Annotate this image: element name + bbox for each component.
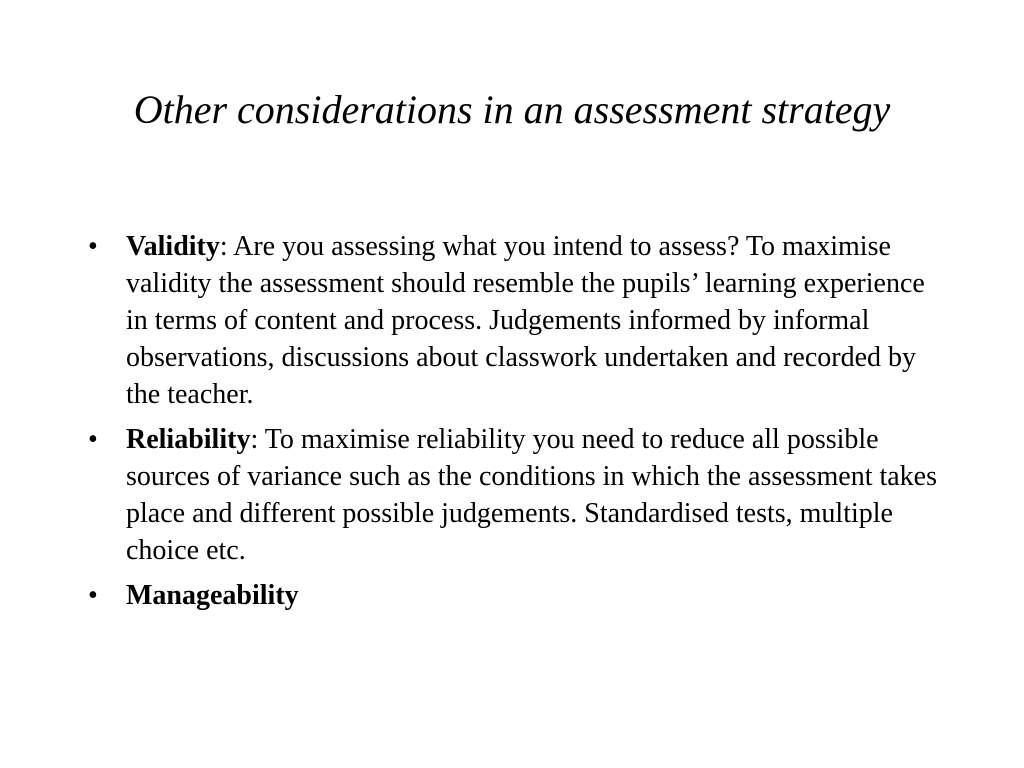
bullet-list — [88, 228, 948, 622]
slide-title: Other considerations in an assessment strategy — [133, 87, 891, 132]
bullet-term-validity: Validity — [126, 231, 220, 262]
bullet-point-icon: • — [88, 580, 98, 611]
bullet-point-icon: • — [88, 424, 98, 455]
bullet-term-manageability: Manageability — [126, 580, 299, 611]
bullet-text-reliability: : To maximise reliability you need to reduce all possible sources of variance such as the conditions in which the assessment takes place and different possible judgements. Standardised tests, multiple choice etc. — [126, 424, 938, 566]
bullet-reliability — [88, 421, 948, 569]
bullet-text-validity: : Are you assessing what you intend to assess? To maximise validity the assessment should resemble the pupils’ learning experience in terms of content and process. Judgements informed by informal observations, discussions about classwork undertaken and recorded by the teacher. — [126, 231, 925, 410]
bullet-point-icon: • — [88, 231, 98, 262]
bullet-manageability — [88, 577, 948, 614]
bullet-validity — [88, 228, 948, 413]
bullet-term-reliability: Reliability — [126, 424, 251, 455]
